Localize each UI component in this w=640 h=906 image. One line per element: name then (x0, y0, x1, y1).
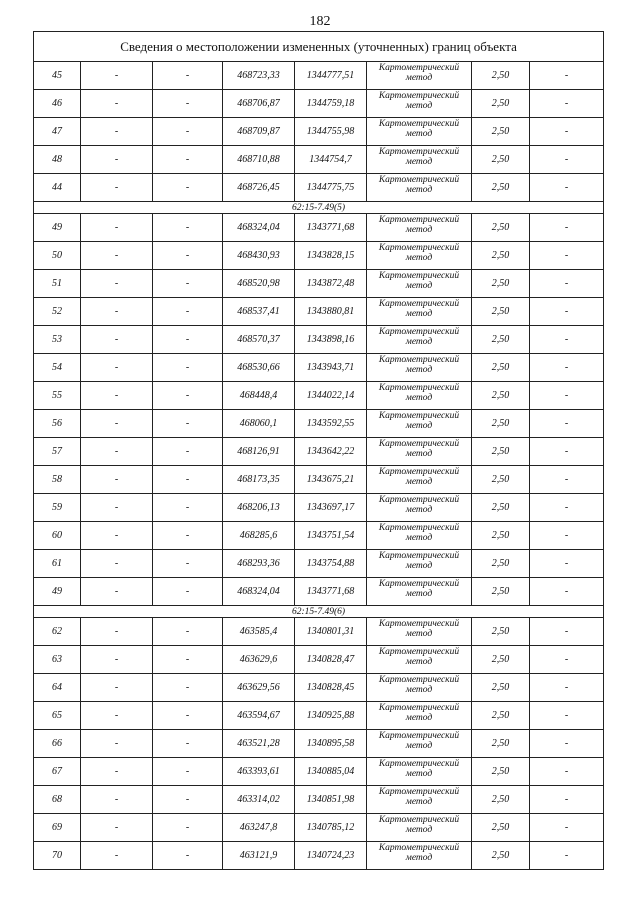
table-row (34, 174, 604, 202)
description-cell: - (530, 702, 604, 730)
description-cell: - (530, 674, 604, 702)
section-label: 62:15-7.49(6) (34, 606, 604, 618)
description-cell: - (530, 522, 604, 550)
table-row (34, 90, 604, 118)
table-title-row (34, 32, 604, 62)
coordinate-y-cell: 1340828,47 (295, 646, 367, 674)
method-cell: Картометрический метод (367, 62, 472, 90)
coordinate-y-cell: 1344022,14 (295, 382, 367, 410)
dash-cell: - (81, 646, 153, 674)
coordinate-x-cell: 468324,04 (223, 214, 295, 242)
description-cell: - (530, 786, 604, 814)
coordinate-x-cell: 463594,67 (223, 702, 295, 730)
dash-cell: - (81, 618, 153, 646)
description-cell: - (530, 646, 604, 674)
dash-cell: - (81, 438, 153, 466)
dash-cell: - (81, 814, 153, 842)
coordinate-y-cell: 1343898,16 (295, 326, 367, 354)
method-cell: Картометрический метод (367, 522, 472, 550)
coordinate-x-cell: 468324,04 (223, 578, 295, 606)
description-cell: - (530, 298, 604, 326)
coordinate-x-cell: 468430,93 (223, 242, 295, 270)
accuracy-cell: 2,50 (472, 674, 530, 702)
dash-cell: - (153, 814, 223, 842)
point-number-cell: 63 (34, 646, 81, 674)
point-number-cell: 54 (34, 354, 81, 382)
table-row (34, 522, 604, 550)
dash-cell: - (81, 842, 153, 870)
method-cell: Картометрический метод (367, 758, 472, 786)
description-cell: - (530, 550, 604, 578)
table-row (34, 674, 604, 702)
coordinate-y-cell: 1343771,68 (295, 214, 367, 242)
accuracy-cell: 2,50 (472, 270, 530, 298)
dash-cell: - (81, 298, 153, 326)
dash-cell: - (81, 522, 153, 550)
coordinate-x-cell: 468709,87 (223, 118, 295, 146)
description-cell: - (530, 618, 604, 646)
accuracy-cell: 2,50 (472, 382, 530, 410)
coordinate-x-cell: 463247,8 (223, 814, 295, 842)
point-number-cell: 70 (34, 842, 81, 870)
point-number-cell: 62 (34, 618, 81, 646)
coordinate-x-cell: 468530,66 (223, 354, 295, 382)
coordinate-y-cell: 1343872,48 (295, 270, 367, 298)
method-cell: Картометрический метод (367, 354, 472, 382)
section-label: 62:15-7.49(5) (34, 202, 604, 214)
dash-cell: - (153, 522, 223, 550)
dash-cell: - (153, 382, 223, 410)
point-number-cell: 59 (34, 494, 81, 522)
dash-cell: - (153, 326, 223, 354)
accuracy-cell: 2,50 (472, 174, 530, 202)
coordinate-y-cell: 1340851,98 (295, 786, 367, 814)
point-number-cell: 60 (34, 522, 81, 550)
method-cell: Картометрический метод (367, 578, 472, 606)
accuracy-cell: 2,50 (472, 730, 530, 758)
description-cell: - (530, 842, 604, 870)
coordinate-x-cell: 468710,88 (223, 146, 295, 174)
accuracy-cell: 2,50 (472, 578, 530, 606)
accuracy-cell: 2,50 (472, 214, 530, 242)
boundary-coordinates-table (33, 31, 604, 870)
coordinate-y-cell: 1343751,54 (295, 522, 367, 550)
coordinate-y-cell: 1340801,31 (295, 618, 367, 646)
coordinate-y-cell: 1340785,12 (295, 814, 367, 842)
table-row (34, 758, 604, 786)
dash-cell: - (153, 674, 223, 702)
table-row (34, 438, 604, 466)
dash-cell: - (153, 466, 223, 494)
table-row (34, 214, 604, 242)
accuracy-cell: 2,50 (472, 62, 530, 90)
point-number-cell: 50 (34, 242, 81, 270)
dash-cell: - (153, 702, 223, 730)
method-cell: Картометрический метод (367, 842, 472, 870)
point-number-cell: 53 (34, 326, 81, 354)
point-number-cell: 68 (34, 786, 81, 814)
method-cell: Картометрический метод (367, 270, 472, 298)
coordinate-x-cell: 463629,56 (223, 674, 295, 702)
coordinate-x-cell: 463393,61 (223, 758, 295, 786)
table-row (34, 466, 604, 494)
dash-cell: - (81, 494, 153, 522)
point-number-cell: 51 (34, 270, 81, 298)
table-row (34, 494, 604, 522)
dash-cell: - (81, 118, 153, 146)
coordinate-y-cell: 1344755,98 (295, 118, 367, 146)
point-number-cell: 44 (34, 174, 81, 202)
point-number-cell: 65 (34, 702, 81, 730)
dash-cell: - (153, 354, 223, 382)
description-cell: - (530, 174, 604, 202)
point-number-cell: 52 (34, 298, 81, 326)
table-row (34, 270, 604, 298)
point-number-cell: 47 (34, 118, 81, 146)
dash-cell: - (153, 786, 223, 814)
coordinate-y-cell: 1340724,23 (295, 842, 367, 870)
description-cell: - (530, 242, 604, 270)
dash-cell: - (81, 242, 153, 270)
method-cell: Картометрический метод (367, 326, 472, 354)
dash-cell: - (81, 146, 153, 174)
table-row (34, 578, 604, 606)
point-number-cell: 64 (34, 674, 81, 702)
dash-cell: - (81, 730, 153, 758)
table-row (34, 62, 604, 90)
coordinate-x-cell: 468723,33 (223, 62, 295, 90)
description-cell: - (530, 494, 604, 522)
dash-cell: - (81, 674, 153, 702)
accuracy-cell: 2,50 (472, 466, 530, 494)
method-cell: Картометрический метод (367, 702, 472, 730)
coordinate-y-cell: 1340925,88 (295, 702, 367, 730)
coordinate-y-cell: 1343943,71 (295, 354, 367, 382)
point-number-cell: 67 (34, 758, 81, 786)
table-row (34, 814, 604, 842)
description-cell: - (530, 118, 604, 146)
point-number-cell: 56 (34, 410, 81, 438)
coordinate-x-cell: 468448,4 (223, 382, 295, 410)
method-cell: Картометрический метод (367, 466, 472, 494)
coordinate-x-cell: 468126,91 (223, 438, 295, 466)
table-row (34, 730, 604, 758)
description-cell: - (530, 578, 604, 606)
dash-cell: - (81, 326, 153, 354)
description-cell: - (530, 814, 604, 842)
table-row (34, 786, 604, 814)
dash-cell: - (81, 62, 153, 90)
dash-cell: - (153, 758, 223, 786)
description-cell: - (530, 326, 604, 354)
coordinate-y-cell: 1343828,15 (295, 242, 367, 270)
dash-cell: - (81, 90, 153, 118)
method-cell: Картометрический метод (367, 298, 472, 326)
accuracy-cell: 2,50 (472, 354, 530, 382)
coordinate-x-cell: 468293,36 (223, 550, 295, 578)
table-row (34, 410, 604, 438)
accuracy-cell: 2,50 (472, 410, 530, 438)
dash-cell: - (153, 494, 223, 522)
table-title: Сведения о местоположении измененных (уточненных) границ объекта (34, 32, 604, 62)
dash-cell: - (81, 702, 153, 730)
method-cell: Картометрический метод (367, 550, 472, 578)
point-number-cell: 45 (34, 62, 81, 90)
method-cell: Картометрический метод (367, 646, 472, 674)
dash-cell: - (153, 270, 223, 298)
description-cell: - (530, 410, 604, 438)
table-row (34, 842, 604, 870)
table-row (34, 354, 604, 382)
dash-cell: - (153, 410, 223, 438)
coordinate-y-cell: 1343880,81 (295, 298, 367, 326)
description-cell: - (530, 62, 604, 90)
accuracy-cell: 2,50 (472, 242, 530, 270)
table-row (34, 550, 604, 578)
coordinate-x-cell: 468520,98 (223, 270, 295, 298)
dash-cell: - (153, 730, 223, 758)
method-cell: Картометрический метод (367, 118, 472, 146)
description-cell: - (530, 382, 604, 410)
dash-cell: - (153, 90, 223, 118)
description-cell: - (530, 214, 604, 242)
coordinate-x-cell: 463585,4 (223, 618, 295, 646)
dash-cell: - (81, 354, 153, 382)
dash-cell: - (153, 146, 223, 174)
accuracy-cell: 2,50 (472, 758, 530, 786)
coordinate-y-cell: 1340895,58 (295, 730, 367, 758)
method-cell: Картометрический метод (367, 674, 472, 702)
method-cell: Картометрический метод (367, 90, 472, 118)
coordinate-y-cell: 1343592,55 (295, 410, 367, 438)
coordinate-y-cell: 1343771,68 (295, 578, 367, 606)
dash-cell: - (153, 578, 223, 606)
point-number-cell: 69 (34, 814, 81, 842)
method-cell: Картометрический метод (367, 146, 472, 174)
page-number: 182 (309, 14, 331, 29)
table-row (34, 326, 604, 354)
table-body (34, 32, 604, 870)
coordinate-y-cell: 1343697,17 (295, 494, 367, 522)
dash-cell: - (81, 578, 153, 606)
accuracy-cell: 2,50 (472, 326, 530, 354)
accuracy-cell: 2,50 (472, 298, 530, 326)
dash-cell: - (81, 466, 153, 494)
accuracy-cell: 2,50 (472, 702, 530, 730)
coordinate-x-cell: 468706,87 (223, 90, 295, 118)
coordinate-x-cell: 468285,6 (223, 522, 295, 550)
accuracy-cell: 2,50 (472, 814, 530, 842)
dash-cell: - (153, 550, 223, 578)
coordinate-x-cell: 468060,1 (223, 410, 295, 438)
method-cell: Картометрический метод (367, 438, 472, 466)
table-row (34, 242, 604, 270)
description-cell: - (530, 438, 604, 466)
table-row (34, 702, 604, 730)
dash-cell: - (81, 786, 153, 814)
dash-cell: - (153, 214, 223, 242)
dash-cell: - (153, 298, 223, 326)
description-cell: - (530, 90, 604, 118)
accuracy-cell: 2,50 (472, 494, 530, 522)
coordinate-y-cell: 1344775,75 (295, 174, 367, 202)
accuracy-cell: 2,50 (472, 522, 530, 550)
table-row (34, 382, 604, 410)
accuracy-cell: 2,50 (472, 550, 530, 578)
coordinate-x-cell: 468173,35 (223, 466, 295, 494)
point-number-cell: 49 (34, 214, 81, 242)
coordinate-x-cell: 463629,6 (223, 646, 295, 674)
coordinate-x-cell: 463521,28 (223, 730, 295, 758)
dash-cell: - (153, 438, 223, 466)
method-cell: Картометрический метод (367, 214, 472, 242)
accuracy-cell: 2,50 (472, 90, 530, 118)
description-cell: - (530, 354, 604, 382)
accuracy-cell: 2,50 (472, 146, 530, 174)
dash-cell: - (81, 410, 153, 438)
description-cell: - (530, 730, 604, 758)
point-number-cell: 57 (34, 438, 81, 466)
coordinate-y-cell: 1340885,04 (295, 758, 367, 786)
dash-cell: - (153, 174, 223, 202)
point-number-cell: 49 (34, 578, 81, 606)
dash-cell: - (81, 758, 153, 786)
accuracy-cell: 2,50 (472, 438, 530, 466)
table-row (34, 646, 604, 674)
method-cell: Картометрический метод (367, 174, 472, 202)
coordinate-y-cell: 1344754,7 (295, 146, 367, 174)
method-cell: Картометрический метод (367, 618, 472, 646)
coordinate-y-cell: 1343675,21 (295, 466, 367, 494)
dash-cell: - (153, 646, 223, 674)
accuracy-cell: 2,50 (472, 842, 530, 870)
accuracy-cell: 2,50 (472, 618, 530, 646)
point-number-cell: 55 (34, 382, 81, 410)
table-row (34, 298, 604, 326)
point-number-cell: 58 (34, 466, 81, 494)
table-row (34, 146, 604, 174)
dash-cell: - (81, 174, 153, 202)
coordinate-x-cell: 463314,02 (223, 786, 295, 814)
method-cell: Картометрический метод (367, 786, 472, 814)
section-header-row (34, 606, 604, 618)
point-number-cell: 46 (34, 90, 81, 118)
accuracy-cell: 2,50 (472, 118, 530, 146)
method-cell: Картометрический метод (367, 242, 472, 270)
dash-cell: - (153, 118, 223, 146)
coordinate-x-cell: 463121,9 (223, 842, 295, 870)
description-cell: - (530, 146, 604, 174)
coordinate-y-cell: 1344759,18 (295, 90, 367, 118)
dash-cell: - (81, 550, 153, 578)
coordinate-y-cell: 1340828,45 (295, 674, 367, 702)
dash-cell: - (153, 842, 223, 870)
dash-cell: - (153, 62, 223, 90)
dash-cell: - (153, 242, 223, 270)
method-cell: Картометрический метод (367, 494, 472, 522)
coordinate-y-cell: 1343754,88 (295, 550, 367, 578)
method-cell: Картометрический метод (367, 410, 472, 438)
dash-cell: - (81, 270, 153, 298)
point-number-cell: 66 (34, 730, 81, 758)
table-row (34, 618, 604, 646)
method-cell: Картометрический метод (367, 730, 472, 758)
section-header-row (34, 202, 604, 214)
description-cell: - (530, 466, 604, 494)
coordinate-x-cell: 468537,41 (223, 298, 295, 326)
coordinate-x-cell: 468570,37 (223, 326, 295, 354)
table-row (34, 118, 604, 146)
description-cell: - (530, 758, 604, 786)
point-number-cell: 61 (34, 550, 81, 578)
coordinate-y-cell: 1343642,22 (295, 438, 367, 466)
accuracy-cell: 2,50 (472, 646, 530, 674)
dash-cell: - (81, 214, 153, 242)
dash-cell: - (81, 382, 153, 410)
dash-cell: - (153, 618, 223, 646)
coordinate-y-cell: 1344777,51 (295, 62, 367, 90)
method-cell: Картометрический метод (367, 382, 472, 410)
accuracy-cell: 2,50 (472, 786, 530, 814)
coordinate-x-cell: 468726,45 (223, 174, 295, 202)
description-cell: - (530, 270, 604, 298)
coordinate-x-cell: 468206,13 (223, 494, 295, 522)
point-number-cell: 48 (34, 146, 81, 174)
method-cell: Картометрический метод (367, 814, 472, 842)
